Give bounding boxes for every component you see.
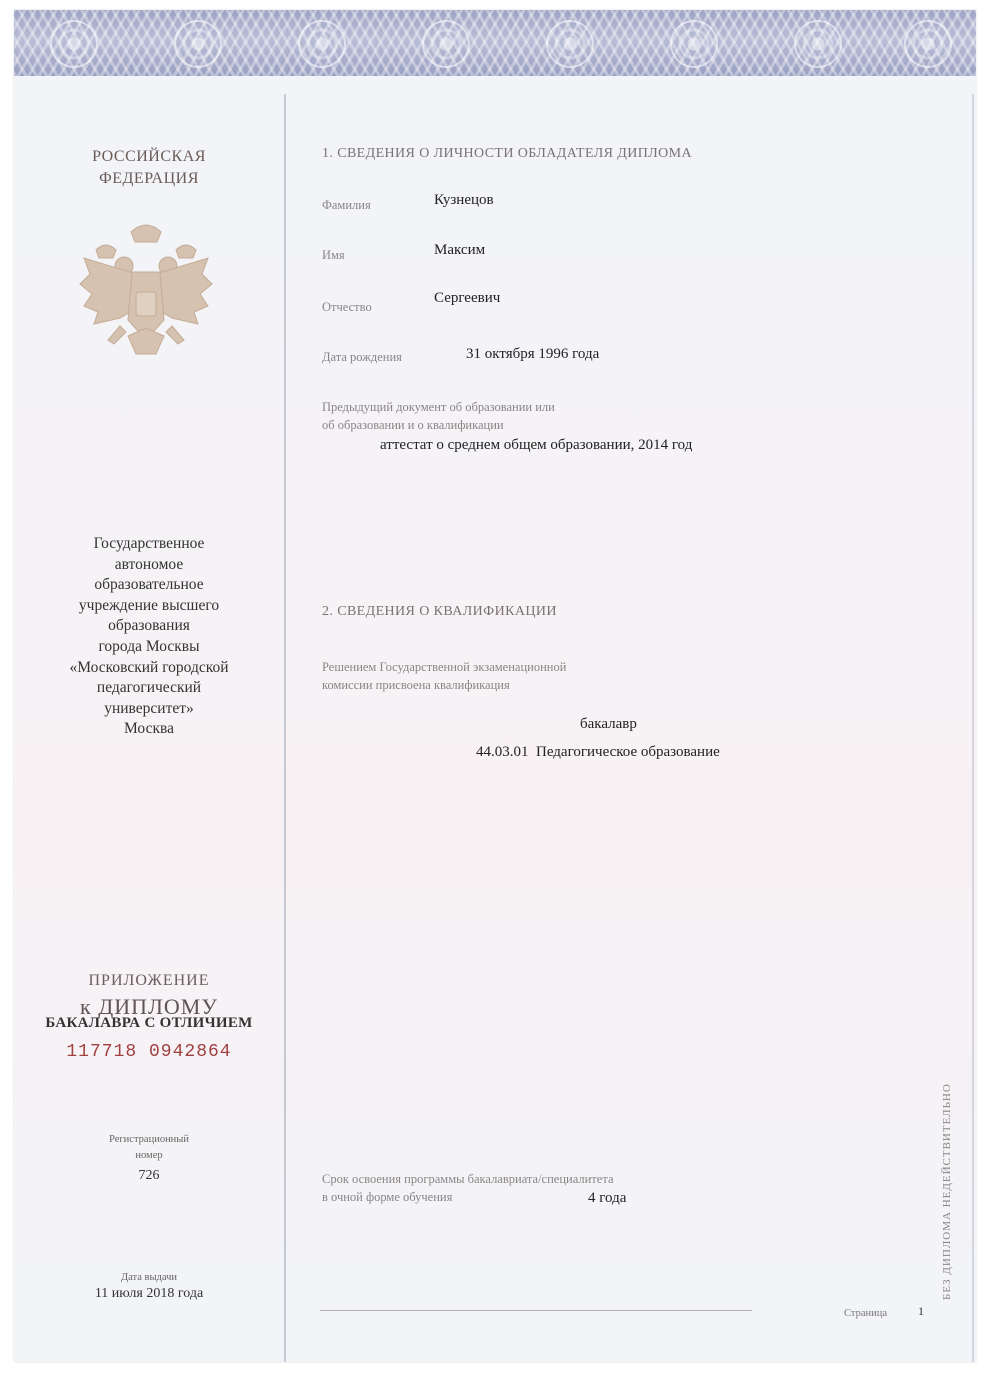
issue-date-label: Дата выдачи xyxy=(120,1272,178,1283)
degree-title: БАКАЛАВРА С ОТЛИЧИЕМ xyxy=(45,1015,253,1031)
serial-number: 117718 0942864 xyxy=(66,1042,232,1062)
diploma-supplement-page xyxy=(14,10,976,1362)
section1-title: 1. СВЕДЕНИЯ О ЛИЧНОСТИ ОБЛАДАТЕЛЯ ДИПЛОМА xyxy=(322,146,693,161)
qualification-value: бакалавр xyxy=(580,716,637,732)
prev-doc-value: аттестат о среднем общем образовании, 2014 год xyxy=(380,437,693,453)
rosette-ornament xyxy=(422,20,470,68)
registration-label: Регистрационный номер xyxy=(109,1134,189,1161)
registration-number: 726 xyxy=(138,1168,160,1183)
column-divider xyxy=(284,94,286,1362)
patronymic-value: Сергеевич xyxy=(434,290,501,306)
organization-name: Государственное автономое образовательное учреждение высшего образования города Москвы «Московский городской педагогический университет» Москва xyxy=(69,535,229,738)
left-column xyxy=(14,10,284,1362)
bottom-rule xyxy=(320,1310,752,1311)
page-label: Страница xyxy=(844,1308,888,1319)
surname-value: Кузнецов xyxy=(434,192,494,208)
prev-doc-label: Предыдущий документ об образовании или об образовании и о квалификации xyxy=(322,400,555,432)
study-duration-label: Срок освоения программы бакалавриата/специалитета в очной форме обучения xyxy=(322,1172,614,1204)
dob-label: Дата рождения xyxy=(322,350,402,364)
specialty-value: 44.03.01 Педагогическое образование xyxy=(476,744,720,760)
right-edge-line xyxy=(972,94,974,1362)
dob-value: 31 октября 1996 года xyxy=(466,346,600,362)
coat-of-arms-emblem xyxy=(76,214,216,364)
rosette-ornament xyxy=(670,20,718,68)
rosette-ornament xyxy=(546,20,594,68)
country-name: РОССИЙСКАЯ ФЕДЕРАЦИЯ xyxy=(92,148,206,187)
name-value: Максим xyxy=(434,242,486,258)
section2-title: 2. СВЕДЕНИЯ О КВАЛИФИКАЦИИ xyxy=(322,604,557,619)
rosette-ornament xyxy=(904,20,952,68)
page-number: 1 xyxy=(918,1304,924,1318)
rosette-ornament xyxy=(298,20,346,68)
decision-label: Решением Государственной экзаменационной комиссии присвоена квалификация xyxy=(322,660,567,692)
to-diploma-label: к ДИПЛОМУ xyxy=(80,994,218,1019)
issue-date: 11 июля 2018 года xyxy=(94,1286,204,1301)
surname-label: Фамилия xyxy=(322,198,371,212)
annex-label: ПРИЛОЖЕНИЕ xyxy=(88,972,210,989)
vertical-validity-note: БЕЗ ДИПЛОМА НЕДЕЙСТВИТЕЛЬНО xyxy=(941,1083,953,1300)
patronymic-label: Отчество xyxy=(322,300,372,314)
name-label: Имя xyxy=(322,248,345,262)
rosette-ornament xyxy=(794,20,842,68)
study-duration-value: 4 года xyxy=(588,1190,627,1206)
